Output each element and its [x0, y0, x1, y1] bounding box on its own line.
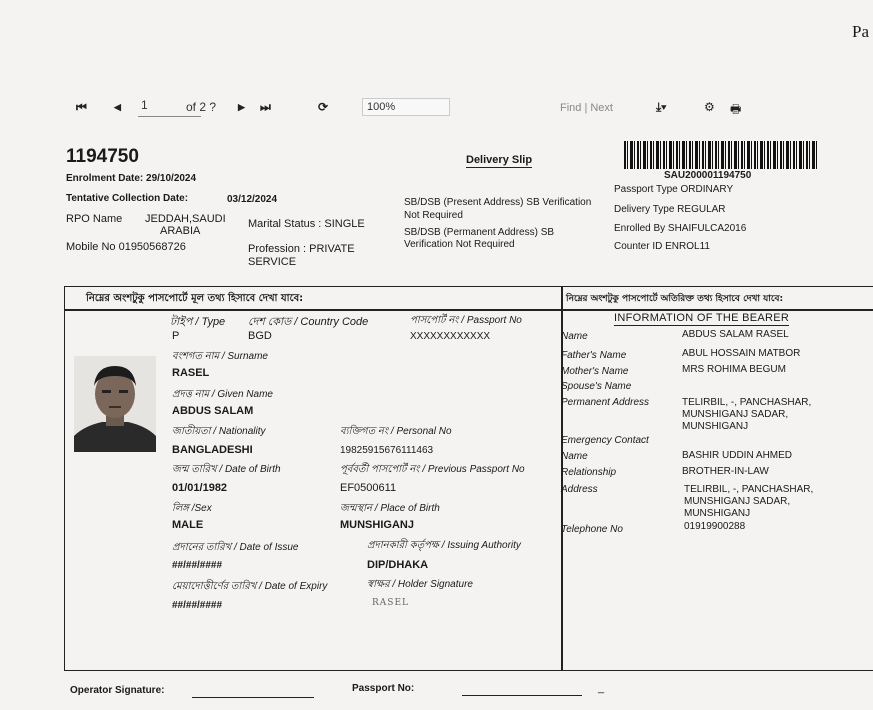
country-code-value: BGD	[248, 330, 272, 342]
personal-no-value: 19825915676111463	[340, 445, 434, 456]
permanent-address-line1: TELIRBIL, -, PANCHASHAR,	[682, 397, 812, 408]
issuing-authority-label: প্রদানকারী কর্তৃপক্ষ / Issuing Authority	[367, 540, 521, 551]
collection-date-value: 03/12/2024	[227, 194, 278, 205]
personal-no-label: ব্যক্তিগত নং / Personal No	[340, 426, 452, 437]
profession-line2: SERVICE	[248, 256, 297, 268]
page-count: of 2 ?	[186, 100, 217, 114]
type-value: P	[172, 330, 180, 342]
surname-value: RASEL	[172, 367, 210, 379]
date-of-issue-label: প্রদানের তারিখ / Date of Issue	[172, 542, 299, 553]
telephone-value: 01919900288	[684, 521, 746, 532]
dob-value: 01/01/1982	[172, 482, 228, 494]
issuing-authority-value: DIP/DHAKA	[367, 559, 429, 571]
column-divider	[561, 286, 563, 671]
emergency-name-label: Name	[561, 451, 588, 462]
enrolment-date: Enrolment Date: 29/10/2024	[66, 173, 197, 184]
holder-photo	[74, 356, 156, 452]
place-of-birth-label: জন্মস্থান / Place of Birth	[340, 503, 440, 514]
prev-page-icon[interactable]: ◀	[114, 102, 121, 112]
enrolment-number: 1194750	[66, 146, 139, 167]
holder-signature-value: RASEL	[372, 598, 409, 608]
passport-no-footer-line	[462, 695, 582, 696]
relationship-label: Relationship	[561, 467, 617, 478]
operator-signature-label: Operator Signature:	[70, 685, 165, 696]
barcode-text: SAU200001194750	[664, 170, 752, 181]
settings-icon[interactable]: ⚙	[704, 100, 715, 114]
type-label: টাইপ / Type	[170, 316, 226, 328]
sex-label: লিঙ্গ /Sex	[172, 503, 212, 514]
spouse-name-label: Spouse's Name	[561, 381, 632, 392]
date-of-expiry-label: মেয়াদোত্তীর্ণের তারিখ / Date of Expiry	[172, 581, 328, 592]
emergency-address-line2: MUNSHIGANJ SADAR,	[684, 496, 791, 507]
counter-id: Counter ID ENROL11	[614, 241, 710, 252]
place-of-birth-value: MUNSHIGANJ	[340, 519, 414, 531]
enrolled-by: Enrolled By SHAIFULCA2016	[614, 223, 747, 234]
barcode-image	[624, 141, 818, 169]
report-toolbar	[72, 98, 772, 120]
operator-signature-line	[192, 697, 314, 698]
export-icon[interactable]: ⤓▾	[656, 100, 667, 114]
mother-name-label: Mother's Name	[561, 366, 629, 377]
emergency-address-line3: MUNSHIGANJ	[684, 508, 751, 519]
footer-dash: _	[598, 682, 605, 694]
dob-label: জন্ম তারিখ / Date of Birth	[172, 464, 281, 475]
rpo-value-line2: ARABIA	[160, 225, 201, 237]
holder-signature-label: স্বাক্ষর / Holder Signature	[367, 579, 473, 590]
telephone-label: Telephone No	[561, 524, 623, 535]
prev-passport-value: EF0500611	[340, 482, 397, 494]
right-panel-title: নিম্নের অংশটুকু পাসপোর্টে অতিরিক্ত তথ্য হিসাবে দেখা যাবে:	[566, 294, 784, 304]
first-page-icon[interactable]: ⏮	[76, 100, 87, 114]
nationality-label: জাতীয়তা / Nationality	[172, 426, 266, 437]
marital-status: Marital Status : SINGLE	[248, 218, 365, 230]
permanent-address-line2: MUNSHIGANJ SADAR,	[682, 409, 789, 420]
delivery-type: Delivery Type REGULAR	[614, 204, 726, 215]
bearer-info-heading: INFORMATION OF THE BEARER	[614, 312, 790, 324]
emergency-address-label: Address	[561, 484, 598, 495]
name-value: ABDUS SALAM RASEL	[682, 329, 789, 340]
date-of-issue-value: ##/##/####	[172, 560, 223, 571]
passport-no-label: পাসপোর্ট নং / Passport No	[410, 315, 522, 326]
collection-date-label: Tentative Collection Date:	[66, 193, 189, 204]
delivery-slip-title: Delivery Slip	[466, 154, 533, 166]
name-label: Name	[561, 331, 588, 342]
sb-permanent-line2: Verification Not Required	[404, 239, 515, 250]
print-icon[interactable]: 🖶	[730, 102, 742, 116]
profession-line1: Profession : PRIVATE	[248, 243, 355, 255]
mother-name-value: MRS ROHIMA BEGUM	[682, 364, 786, 375]
passport-no-footer-label: Passport No:	[352, 683, 415, 694]
prev-passport-label: পূর্ববর্তী পাসপোর্ট নং / Previous Passport No	[340, 464, 525, 475]
father-name-label: Father's Name	[561, 350, 627, 361]
sb-permanent-line1: SB/DSB (Permanent Address) SB	[404, 227, 555, 238]
zoom-select[interactable]: 100%	[362, 98, 450, 116]
sex-value: MALE	[172, 519, 204, 531]
rpo-label: RPO Name	[66, 213, 123, 225]
sb-present-line2: Not Required	[404, 210, 463, 221]
father-name-value: ABUL HOSSAIN MATBOR	[682, 348, 801, 359]
sb-present-line1: SB/DSB (Present Address) SB Verification	[404, 197, 592, 208]
refresh-icon[interactable]: ⟳	[318, 100, 329, 114]
page-corner-text: Pa	[852, 22, 869, 41]
given-name-value: ABDUS SALAM	[172, 405, 254, 417]
permanent-address-label: Permanent Address	[561, 397, 650, 408]
page-number-input[interactable]: 1	[138, 98, 201, 117]
emergency-contact-label: Emergency Contact	[561, 435, 649, 446]
emergency-name-value: BASHIR UDDIN AHMED	[682, 450, 793, 461]
person-icon	[74, 356, 156, 452]
next-page-icon[interactable]: ▶	[238, 102, 245, 112]
last-page-icon[interactable]: ⏭	[260, 100, 271, 114]
country-code-label: দেশ কোড / Country Code	[248, 316, 369, 328]
left-panel-title: নিম্নের অংশটুকু পাসপোর্টে মূল তথ্য হিসাবে দেখা যাবে:	[86, 293, 304, 304]
rpo-value-line1: JEDDAH,SAUDI	[145, 213, 226, 225]
date-of-expiry-value: ##/##/####	[172, 600, 223, 611]
nationality-value: BANGLADESHI	[172, 444, 253, 456]
relationship-value: BROTHER-IN-LAW	[682, 466, 769, 477]
emergency-address-line1: TELIRBIL, -, PANCHASHAR,	[684, 484, 814, 495]
header-divider	[64, 309, 873, 311]
passport-type: Passport Type ORDINARY	[614, 184, 734, 195]
surname-label: বংশগত নাম / Surname	[172, 351, 268, 362]
mobile-number: Mobile No 01950568726	[66, 241, 186, 253]
find-next-link[interactable]: Find | Next	[560, 102, 613, 114]
passport-no-value: XXXXXXXXXXXX	[410, 331, 491, 342]
permanent-address-line3: MUNSHIGANJ	[682, 421, 749, 432]
given-name-label: প্রদত্ত নাম / Given Name	[172, 389, 273, 400]
